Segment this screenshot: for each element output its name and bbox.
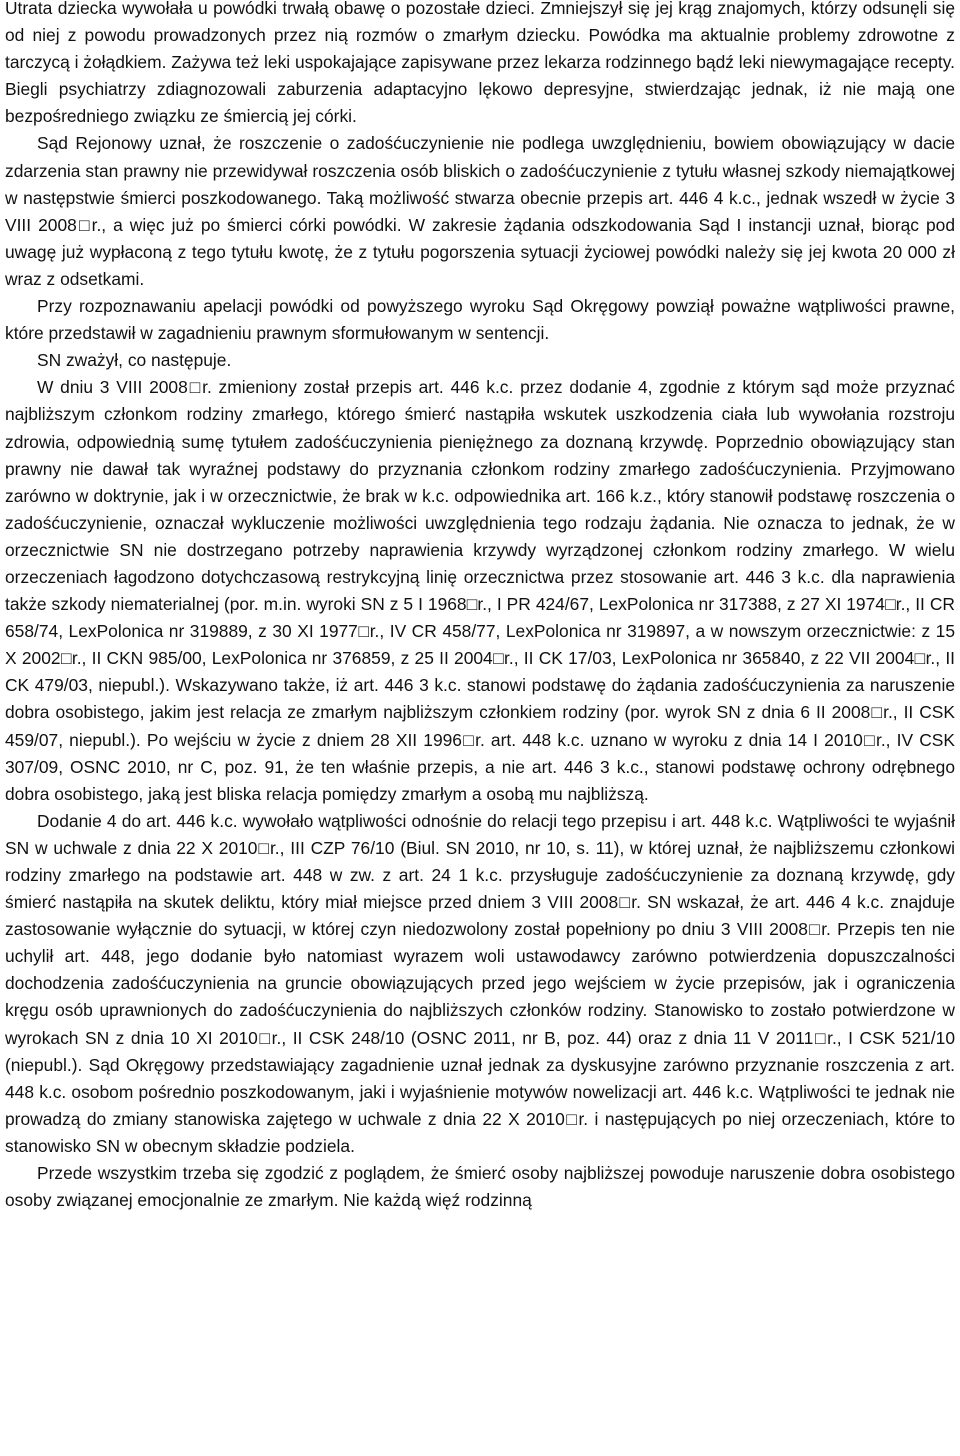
paragraph-conclusion: Przede wszystkim trzeba się zgodzić z poglądem, że śmierć osoby najbliższej powoduje naruszenie dobra osobistego osoby związanej emocjonalnie ze zmarłym. Nie każdą więź rodzinną <box>5 1163 955 1211</box>
paragraph-intro: Utrata dziecka wywołała u powódki trwałą obawę o pozostałe dzieci. Zmniejszył się jej krąg znajomych, którzy odsunęli się od niej z powodu prowadzonych przez nią rozmów o zmarłym dziecku. Powódka ma aktualnie problemy zdrowotne z tarczycą i żołądkiem. Zażywa też leki uspokajające zapisywane przez lekarza rodzinnego bądź leki niewymagające recepty. Biegli psychiatrzy zdiagnozowali zaburzenia adaptacyjno lękowo depresyjne, stwierdzając jednak, iż nie mają one bezpośredniego związku ze śmiercią jej córki. <box>5 0 955 127</box>
paragraph-district-court-ruling: Sąd Rejonowy uznał, że roszczenie o zadośćuczynienie nie podlega uwzględnieniu, bowiem obowiązujący w dacie zdarzenia stan prawny nie przewidywał roszczenia osób bliskich o zadośćuczynienie z tytułu własnej szkody niemajątkowej w następstwie śmierci poszkodowanego. Taką możliwość stwarza obecnie przepis art. 446 4 k.c., jednak wszedł w życie 3 VIII 2008□r., a więc już po śmierci córki powódki. W zakresie żądania odszkodowania Sąd I instancji uznał, biorąc pod uwagę już wypłaconą z tego tytułu kwotę, że z tytułu pogorszenia sytuacji życiowej powódki należy się jej kwota 20 000 zł wraz z odsetkami. <box>5 133 955 289</box>
paragraph-appeal: Przy rozpoznawaniu apelacji powódki od powyższego wyroku Sąd Okręgowy powziął poważne wątpliwości prawne, które przedstawił w zagadnieniu prawnym sformułowanym w sentencji. <box>5 296 955 344</box>
paragraph-sn-considered: SN zważył, co następuje. <box>37 350 232 371</box>
document-page <box>5 0 955 1214</box>
paragraph-amendment: W dniu 3 VIII 2008□r. zmieniony został przepis art. 446 k.c. przez dodanie 4, zgodnie z którym sąd może przyznać najbliższym członkom rodziny zmarłego, którego śmierć nastąpiła wskutek uszkodzenia ciała lub wywołania rozstroju zdrowia, odpowiednią sumę tytułem zadośćuczynienia pieniężnego za doznaną krzywdę. Poprzednio obowiązujący stan prawny nie dawał tak wyraźnej podstawy do przyznania członkom rodziny zmarłego zadośćuczynienia. Przyjmowano zarówno w doktrynie, jak i w orzecznictwie, że brak w k.c. odpowiednika art. 166 k.z., który stanowił podstawę roszczenia o zadośćuczynienie, oznaczał wykluczenie możliwości uwzględnienia tego rodzaju żądania. Nie oznacza to jednak, że w orzecznictwie SN nie dostrzegano potrzeby naprawienia krzywdy wyrządzonej członkom rodziny zmarłego. W wielu orzeczeniach łagodzono dotychczasową restrykcyjną linię orzecznictwa przez stosowanie art. 446 3 k.c. dla naprawienia także szkody niematerialnej (por. m.in. wyroki SN z 5 I 1968□r., I PR 424/67, LexPolonica nr 317388, z 27 XI 1974□r., II CR 658/74, LexPolonica nr 319889, z 30 XI 1977□r., IV CR 458/77, LexPolonica nr 319897, a w nowszym orzecznictwie: z 15 X 2002□r., II CKN 985/00, LexPolonica nr 376859, z 25 II 2004□r., II CK 17/03, LexPolonica nr 365840, z 22 VII 2004□r., II CK 479/03, niepubl.). Wskazywano także, iż art. 446 3 k.c. stanowi podstawę do żądania zadośćuczynienia za naruszenie dobra osobistego, jakim jest relacja ze zmarłym najbliższym członkiem rodziny (por. wyrok SN z dnia 6 II 2008□r., II CSK 459/07, niepubl.). Po wejściu w życie z dniem 28 XII 1996□r. art. 448 k.c. uznano w wyroku z dnia 14 I 2010□r., IV CSK 307/09, OSNC 2010, nr C, poz. 91, że ten właśnie przepis, a nie art. 446 3 k.c., stanowi podstawę ochrony odrębnego dobra osobistego, jaką jest bliska relacja pomiędzy zmarłym a osobą mu najbliższą. <box>5 377 955 804</box>
paragraph-doubts: Dodanie 4 do art. 446 k.c. wywołało wątpliwości odnośnie do relacji tego przepisu i art. 448 k.c. Wątpliwości te wyjaśnił SN w uchwale z dnia 22 X 2010□r., III CZP 76/10 (Biul. SN 2010, nr 10, s. 11), w której uznał, że najbliższemu członkowi rodziny zmarłego na podstawie art. 448 w zw. z art. 24 1 k.c. przysługuje zadośćuczynienie za doznaną krzywdę, gdy śmierć nastąpiła na skutek deliktu, który miał miejsce przed dniem 3 VIII 2008□r. SN wskazał, że art. 446 4 k.c. znajduje zastosowanie wyłącznie do sytuacji, w której czyn niedozwolony został popełniony po dniu 3 VIII 2008□r. Przepis ten nie uchylił art. 448, jego dodanie było natomiast wyrazem woli ustawodawcy zarówno potwierdzenia dopuszczalności dochodzenia zadośćuczynienia na gruncie obowiązujących przed jego wejściem w życie przepisów, jak i ograniczenia kręgu osób uprawnionych do zadośćuczynienia do najbliższych członków rodziny. Stanowisko to zostało potwierdzone w wyrokach SN z dnia 10 XI 2010□r., II CSK 248/10 (OSNC 2011, nr B, poz. 44) oraz z dnia 11 V 2011□r., I CSK 521/10 (niepubl.). Sąd Okręgowy przedstawiający zagadnienie uznał jednak za dyskusyjne zarówno przyznanie roszczenia z art. 448 k.c. osobom pośrednio poszkodowanym, jaki i wyjaśnienie motywów nowelizacji art. 446 k.c. Wątpliwości te jednak nie prowadzą do zmiany stanowiska zajętego w uchwale z dnia 22 X 2010□r. i następujących po niej orzeczeniach, które to stanowisko SN w obecnym składzie podziela. <box>5 810 955 1156</box>
